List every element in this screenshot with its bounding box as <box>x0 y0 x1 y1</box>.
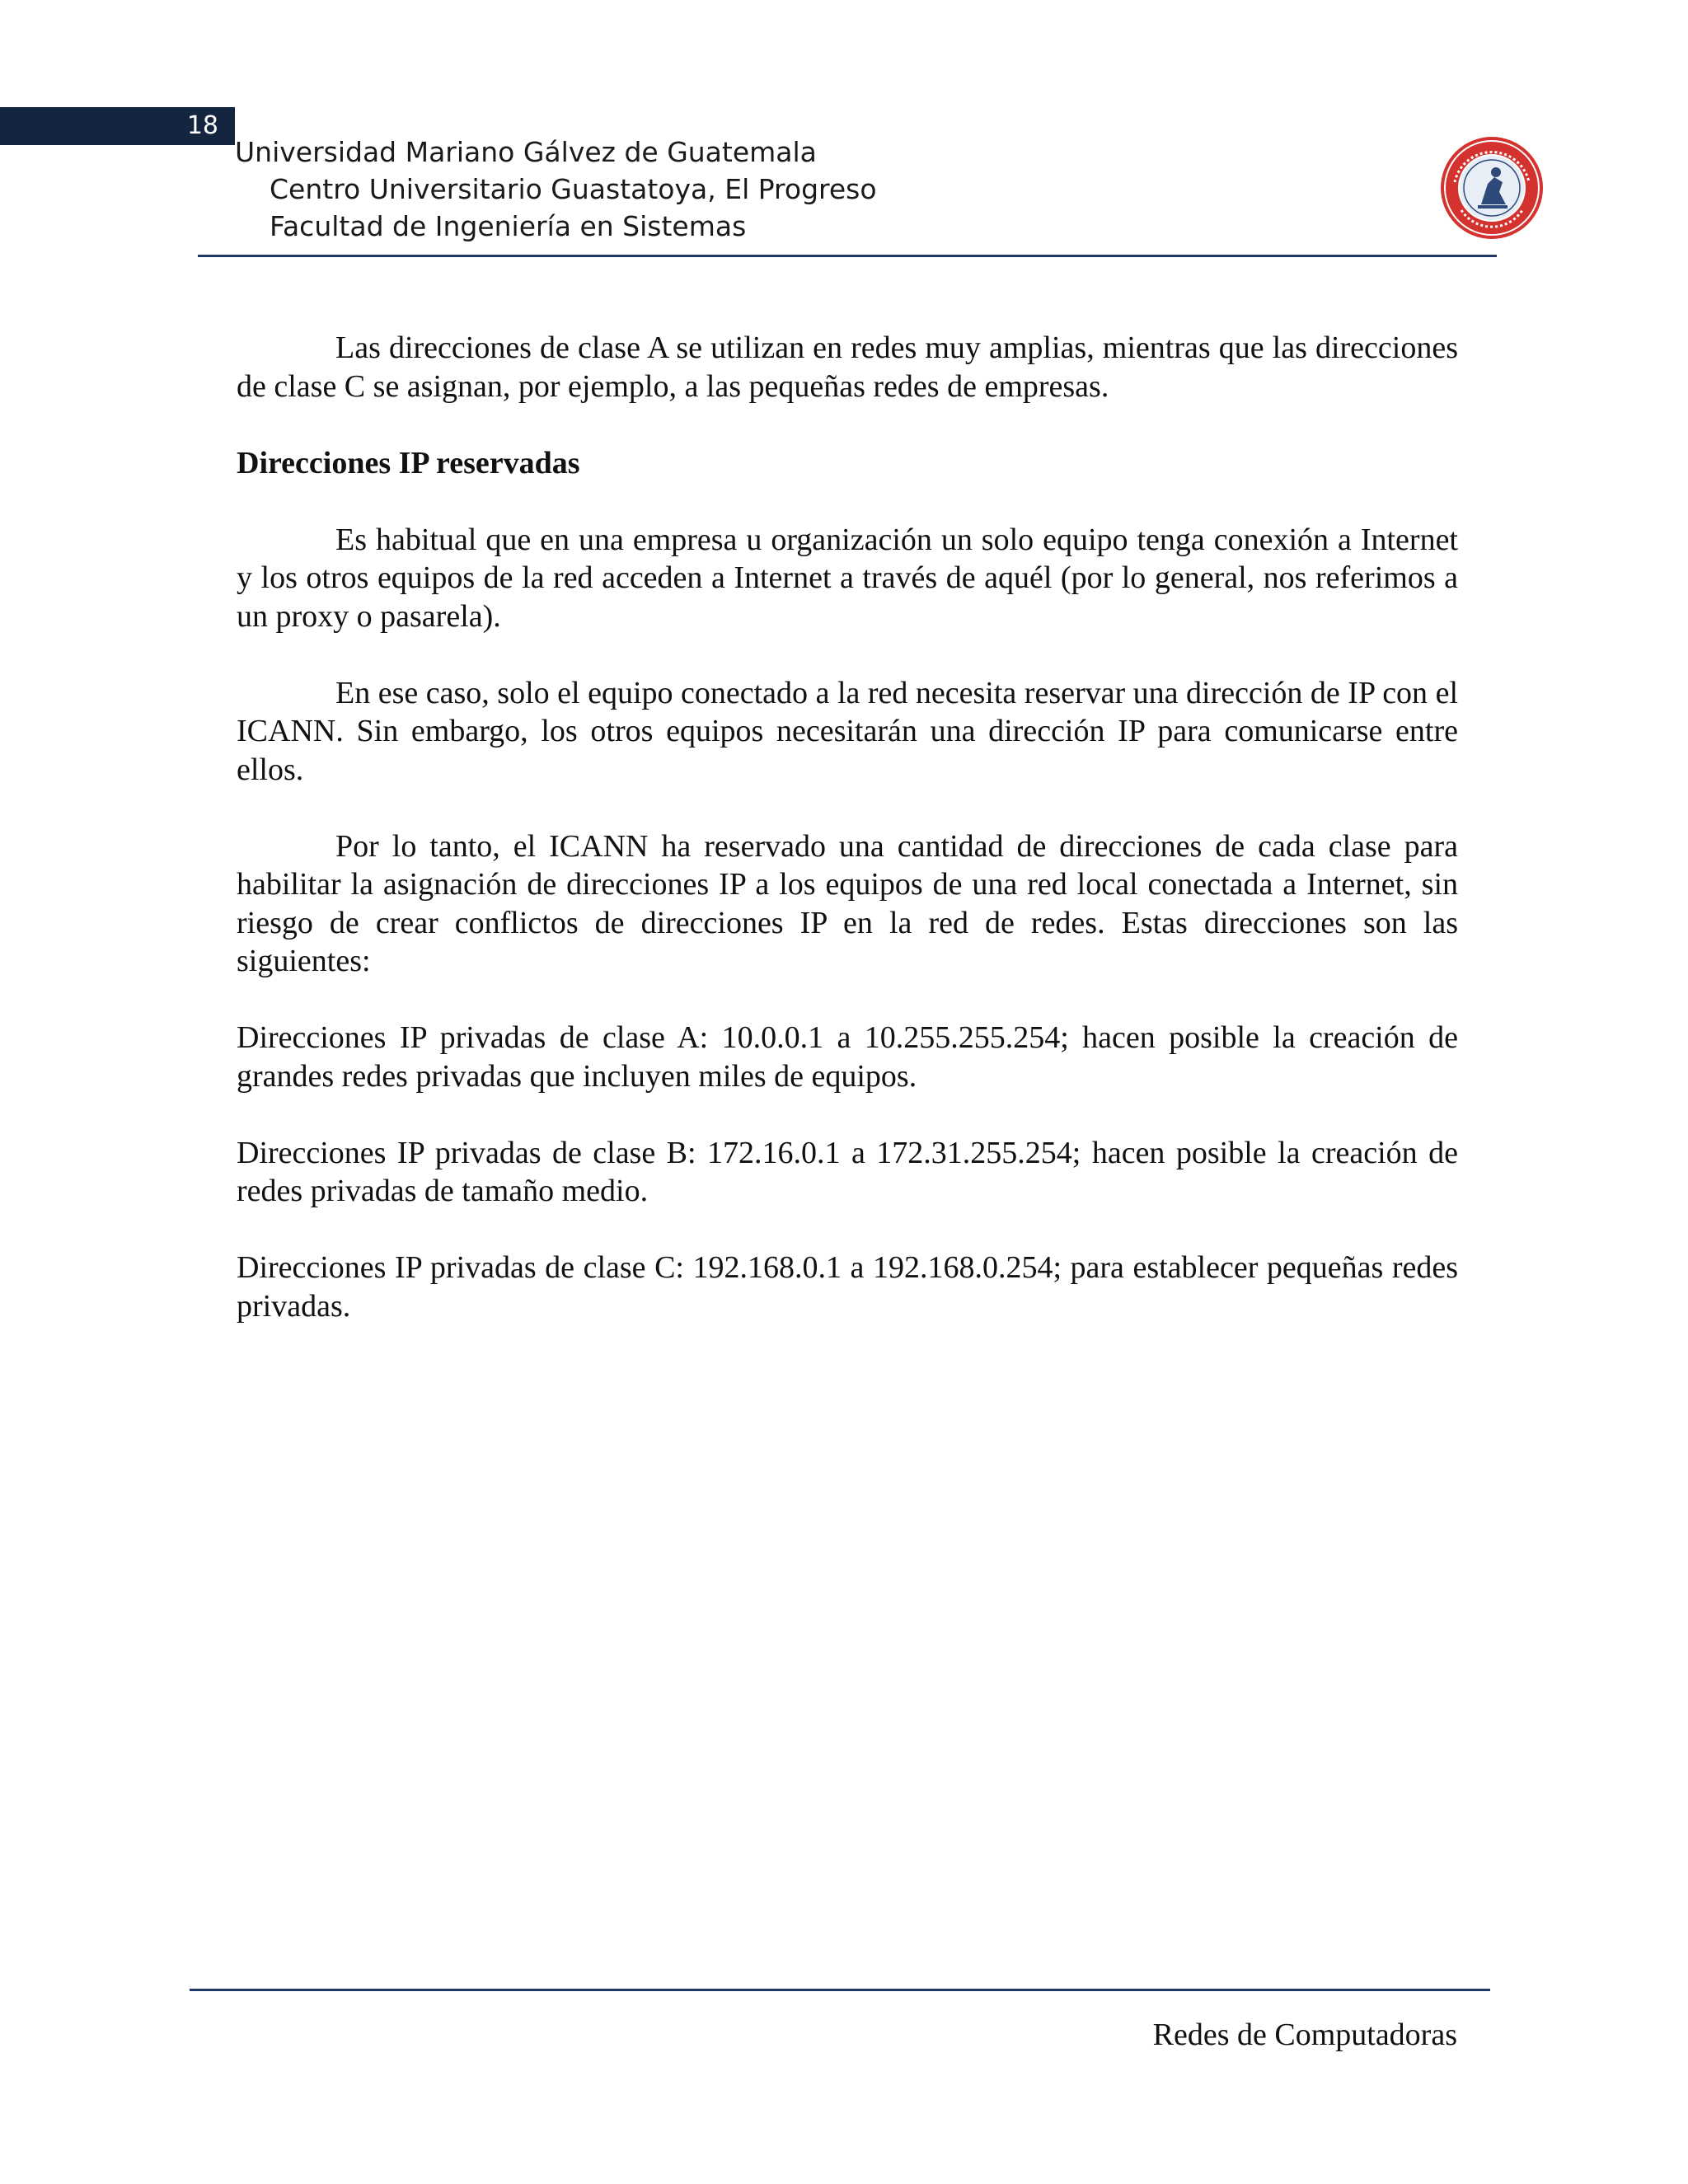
paragraph-class-usage: Las direcciones de clase A se utilizan en redes muy amplias, mientras que las direcciones de clase C se asignan, por ejemplo, a las pequeñas redes de empresas. <box>237 330 1458 404</box>
footer-divider <box>190 1989 1490 1991</box>
header-center: Centro Universitario Guastatoya, El Progreso <box>270 173 877 205</box>
paragraph-reserved: Por lo tanto, el ICANN ha reservado una cantidad de direcciones de cada clase para habilitar la asignación de direcciones IP a los equipos de una red local conectada a Internet, sin riesgo de crear conflictos de direcciones IP en la red de redes. Estas direcciones son las siguientes: <box>237 828 1458 978</box>
header-university: Universidad Mariano Gálvez de Guatemala <box>235 136 817 168</box>
paragraph-class-b: Direcciones IP privadas de clase B: 172.16.0.1 a 172.31.255.254; hacen posible la creación de redes privadas de tamaño medio. <box>237 1135 1458 1208</box>
paragraph-icann: En ese caso, solo el equipo conectado a la red necesita reservar una dirección de IP con el ICANN. Sin embargo, los otros equipos necesitarán una dirección IP para comunicarse entre ellos. <box>237 675 1458 787</box>
footer-title: Redes de Computadoras <box>1152 2018 1457 2052</box>
page-number: 18 <box>186 111 218 140</box>
paragraph-class-c: Direcciones IP privadas de clase C: 192.168.0.1 a 192.168.0.254; para establecer pequeñas redes privadas. <box>237 1250 1458 1324</box>
header-institution <box>235 134 877 245</box>
section-heading: Direcciones IP reservadas <box>237 445 580 480</box>
paragraph-class-a: Direcciones IP privadas de clase A: 10.0.0.1 a 10.255.255.254; hacen posible la creación de grandes redes privadas que incluyen miles de equipos. <box>237 1020 1458 1094</box>
university-seal-icon <box>1438 134 1545 241</box>
paragraph-proxy: Es habitual que en una empresa u organización un solo equipo tenga conexión a Internet y los otros equipos de la red acceden a Internet a través de aquél (por lo general, nos referimos a un proxy o pasarela). <box>237 522 1458 634</box>
page-number-bar <box>0 107 235 145</box>
page-content <box>237 329 1458 1325</box>
header-faculty: Facultad de Ingeniería en Sistemas <box>270 210 747 242</box>
header-divider <box>198 255 1497 257</box>
